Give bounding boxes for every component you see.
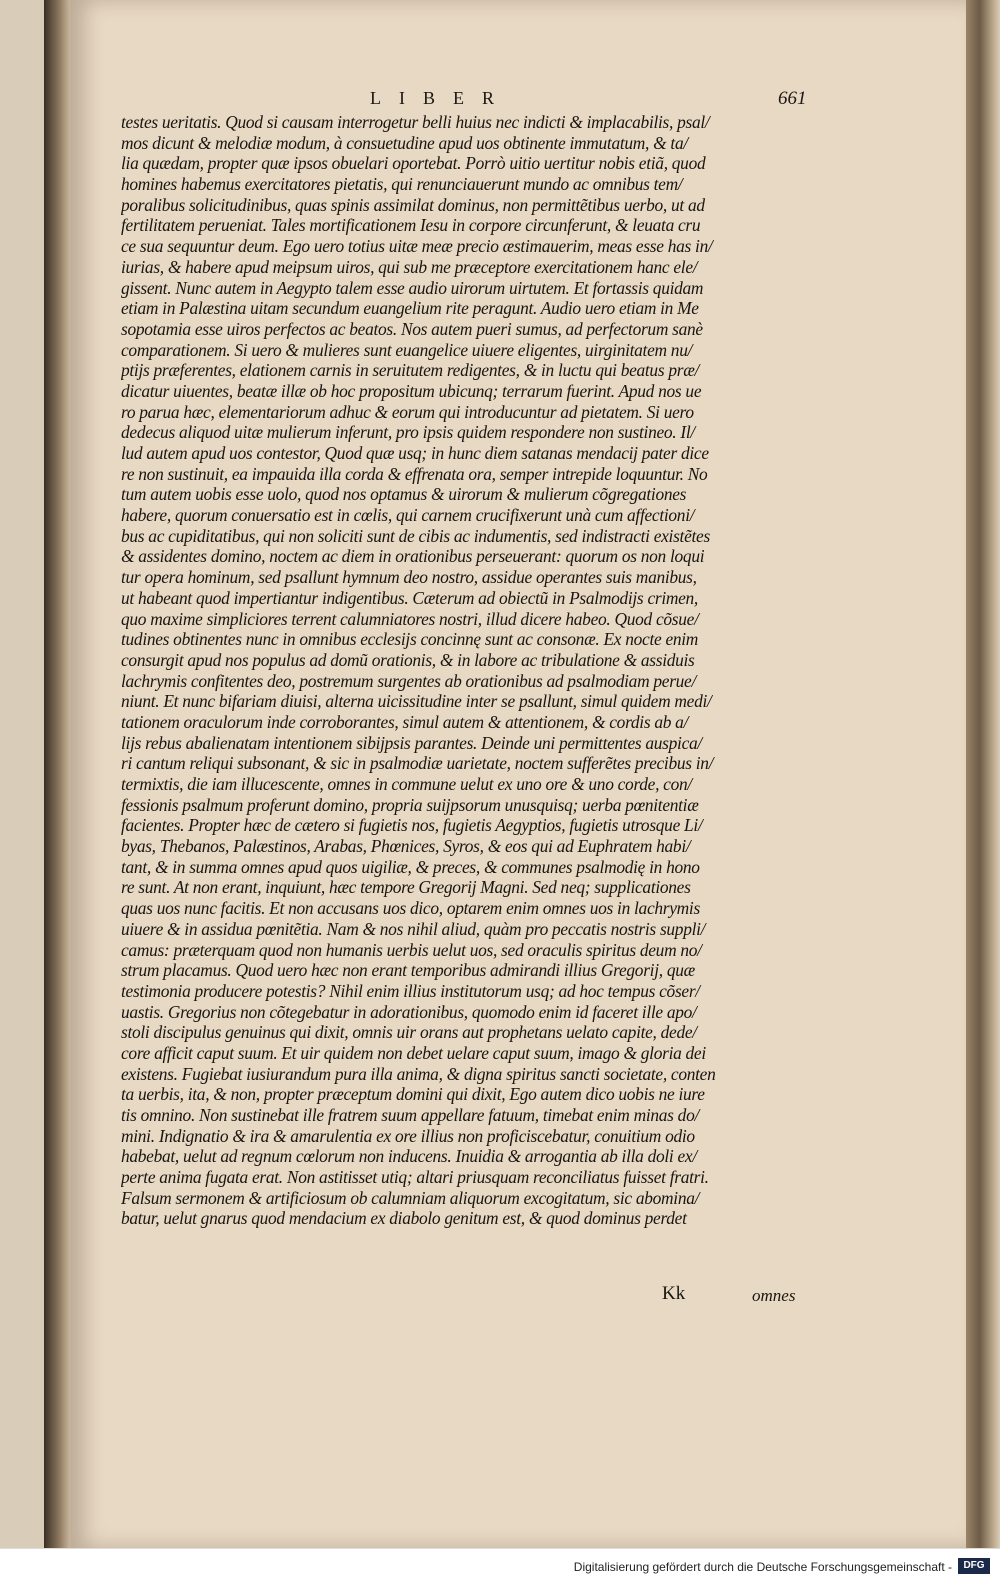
text-line: testimonia producere potestis? Nihil enim illius institutorum usq; ad hoc tempus cõser/ <box>121 980 700 1001</box>
text-line: & assidentes domino, noctem ac diem in orationibus perseuerant: quorum os non loqui <box>121 546 705 567</box>
text-line: dicatur uiuentes, beatæ illæ ob hoc propositum ubicunq; terrarum fuerint. Apud nos ue <box>121 380 702 401</box>
text-line: lud autem apud uos contestor, Quod quæ usq; in hunc diem satanas mendacij pater dice <box>121 443 709 463</box>
running-head: LIBER <box>370 88 512 108</box>
text-line: fertilitatem perueniat. Tales mortificationem Iesu in corpore circunferunt, & leuata cru <box>121 215 701 236</box>
text-line: homines habemus exercitatores pietatis, qui renunciauerunt mundo ac omnibus tem/ <box>121 174 683 195</box>
text-line: lachrymis confitentes deo, postremum surgentes ab orationibus ad psalmodiam perue/ <box>121 670 697 691</box>
text-line: byas, Thebanos, Palæstinos, Arabas, Phœnices, Syros, & eos qui ad Euphratem habi/ <box>121 836 691 857</box>
text-line: termixtis, die iam illucescente, omnes in commune uelut ex uno ore & uno corde, con/ <box>121 774 692 794</box>
text-line: lijs rebus abalienatam intentionem sibijpsis parantes. Deinde uni permittentes auspica/ <box>121 732 702 753</box>
text-line: consurgit apud nos populus ad domũ orationis, & in labore ac tribulatione & assiduis <box>121 649 695 670</box>
text-line: sopotamia esse uiros perfectos ac beatos. Nos autem pueri sumus, ad perfectorum sanè <box>121 318 703 339</box>
text-line: ri cantum reliqui subsonant, & sic in psalmodiæ uarietate, noctem sufferẽtes precibus in/ <box>121 753 714 774</box>
book-page-edge-right <box>966 0 1000 1548</box>
text-line: uastis. Gregorius non cõtegebatur in adorationibus, quomodo enim id faceret ille apo/ <box>121 1001 697 1022</box>
text-line: etiam in Palæstina uitam secundum euangelium rite peragunt. Audio uero etiam in Me <box>121 298 699 319</box>
text-line: batur, uelut gnarus quod mendacium ex diabolo genitum est, & quod dominus perdet <box>121 1208 687 1229</box>
text-line: ut habeant quod impertiantur indigentibus. Cæterum ad obiectũ in Psalmodijs crimen, <box>121 587 698 608</box>
text-line: mos dicunt & melodiæ modum, à consuetudine apud uos obtinente immutatum, & ta/ <box>121 132 688 153</box>
text-line: fessionis psalmum proferunt domino, propria suijpsorum unusquisq; uerba pœnitentiæ <box>121 794 699 815</box>
text-line: dedecus aliquod uitæ mulierum inferunt, pro ipsis quidem respondere non sustineo. Il/ <box>121 422 695 443</box>
text-line: tum autem uobis esse uolo, quod nos optamus & uirorum & mulierum cõgregationes <box>121 484 687 505</box>
footer-credit: Digitalisierung gefördert durch die Deutsche Forschungsgemeinschaft - <box>573 1560 952 1574</box>
catchword: omnes <box>752 1286 796 1305</box>
text-line: quo maxime simpliciores terrent calumniatores nostri, illud dicere habeo. Quod cõsue/ <box>121 608 699 629</box>
text-line: tant, & in summa omnes apud quos uigiliæ, & preces, & communes psalmodię in hono <box>121 856 700 877</box>
text-line: existens. Fugiebat iusiurandum pura illa anima, & digna spiritus sancti societate, conten <box>121 1063 716 1084</box>
text-line: strum placamus. Quod uero hæc non erant temporibus admirandi illius Gregorij, quæ <box>121 960 695 981</box>
text-line: uiuere & in assidua pœnitẽtia. Nam & nos nihil aliud, quàm pro peccatis nostris suppli/ <box>121 918 706 939</box>
text-line: stoli discipulus genuinus qui dixit, omnis uir orans aut prophetans uelato capite, dede/ <box>121 1022 697 1043</box>
body-text <box>121 112 811 1229</box>
text-line: lia quædam, propter quæ ipsos obuelari oportebat. Porrò uitio uertitur nobis etiã, quod <box>121 153 706 174</box>
text-line: quas uos nunc facitis. Et non accusans uos dico, optarem enim omnes uos in lachrymis <box>121 898 700 919</box>
book-page-edge-left <box>0 0 44 1548</box>
book-gutter <box>44 0 70 1548</box>
text-line: mini. Indignatio & ira & amarulentia ex ore illius non proficiscebatur, conuitium odio <box>121 1125 695 1146</box>
text-line: Falsum sermonem & artificiosum ob calumniam aliquorum excogitatum, sic abomina/ <box>121 1187 700 1208</box>
text-line: camus: præterquam quod non humanis uerbis uelut uos, sed oraculis spiritus deum no/ <box>121 939 702 960</box>
text-line: perte anima fugata erat. Non astitisset utiq; altari priusquam reconciliatus fuisset fratri. <box>121 1167 709 1188</box>
text-line: tationem oraculorum inde corroborantes, simul autem & attentionem, & cordis ab a/ <box>121 711 689 732</box>
text-line: tudines obtinentes nunc in omnibus ecclesijs concinnę sunt ac consonæ. Ex nocte enim <box>121 629 699 650</box>
page-number: 661 <box>778 88 807 109</box>
book-page <box>70 0 966 1548</box>
text-line: iurias, & habere apud meipsum uiros, qui sub me præceptore exercitationem hanc ele/ <box>121 256 698 277</box>
text-line: comparationem. Si uero & mulieres sunt euangelice uiuere eligentes, uirginitatem nu/ <box>121 339 693 360</box>
text-line: ta uerbis, ita, & non, propter præceptum domini qui dixit, Ego autem dico uobis ne iure <box>121 1084 705 1105</box>
text-line: habebat, uelut ad regnum cœlorum non inducens. Inuidia & arrogantia ab illa doli ex/ <box>121 1146 697 1167</box>
text-line: ptijs præferentes, elationem carnis in seruitutem redigentes, & in luctu qui beatus præ/ <box>121 360 700 381</box>
dfg-logo: DFG <box>958 1558 990 1574</box>
text-line: testes ueritatis. Quod si causam interrogetur belli huius nec indicti & implacabilis, psal/ <box>121 112 710 132</box>
text-line: tis omnino. Non sustinebat ille fratrem suum appellare fatuum, timebat enim minas do/ <box>121 1105 700 1125</box>
text-line: gissent. Nunc autem in Aegypto talem esse audio uirorum uirtutem. Et fortassis quidam <box>121 277 704 298</box>
signature-mark: Kk <box>662 1283 686 1304</box>
text-line: tur opera hominum, sed psallunt hymnum deo nostro, assidue operantes suis manibus, <box>121 567 697 588</box>
text-line: re non sustinuit, ea impauida illa corda & effrenata ora, semper intrepide loquuntur. No <box>121 463 708 484</box>
text-line: facientes. Propter hæc de cætero si fugietis nos, fugietis Aegyptios, fugietis utrosque Li/ <box>121 815 703 836</box>
text-line: poralibus solicitudinibus, quas spinis assimilat dominus, non permittẽtibus uerbo, ut ad <box>121 194 705 215</box>
digitization-footer <box>0 1548 1000 1584</box>
text-line: bus ac cupiditatibus, qui non soliciti sunt de cibis ac indumentis, sed indistracti existẽtes <box>121 525 710 546</box>
text-line: niunt. Et nunc bifariam diuisi, alterna uicissitudine inter se psallunt, simul quidem medi/ <box>121 691 712 712</box>
text-line: ce sua sequuntur deum. Ego uero totius uitæ meæ precio æstimauerim, meas esse has in/ <box>121 236 713 257</box>
text-line: ro parua hæc, elementariorum adhuc & eorum qui introducuntur ad pietatem. Si uero <box>121 401 694 422</box>
text-line: re sunt. At non erant, inquiunt, hæc tempore Gregorij Magni. Sed neq; supplicationes <box>121 877 691 898</box>
text-line: habere, quorum conuersatio est in cœlis, qui carnem crucifixerunt unà cum affectioni/ <box>121 505 695 526</box>
text-line: core afficit caput suum. Et uir quidem non debet uelare caput suum, imago & gloria dei <box>121 1042 706 1063</box>
